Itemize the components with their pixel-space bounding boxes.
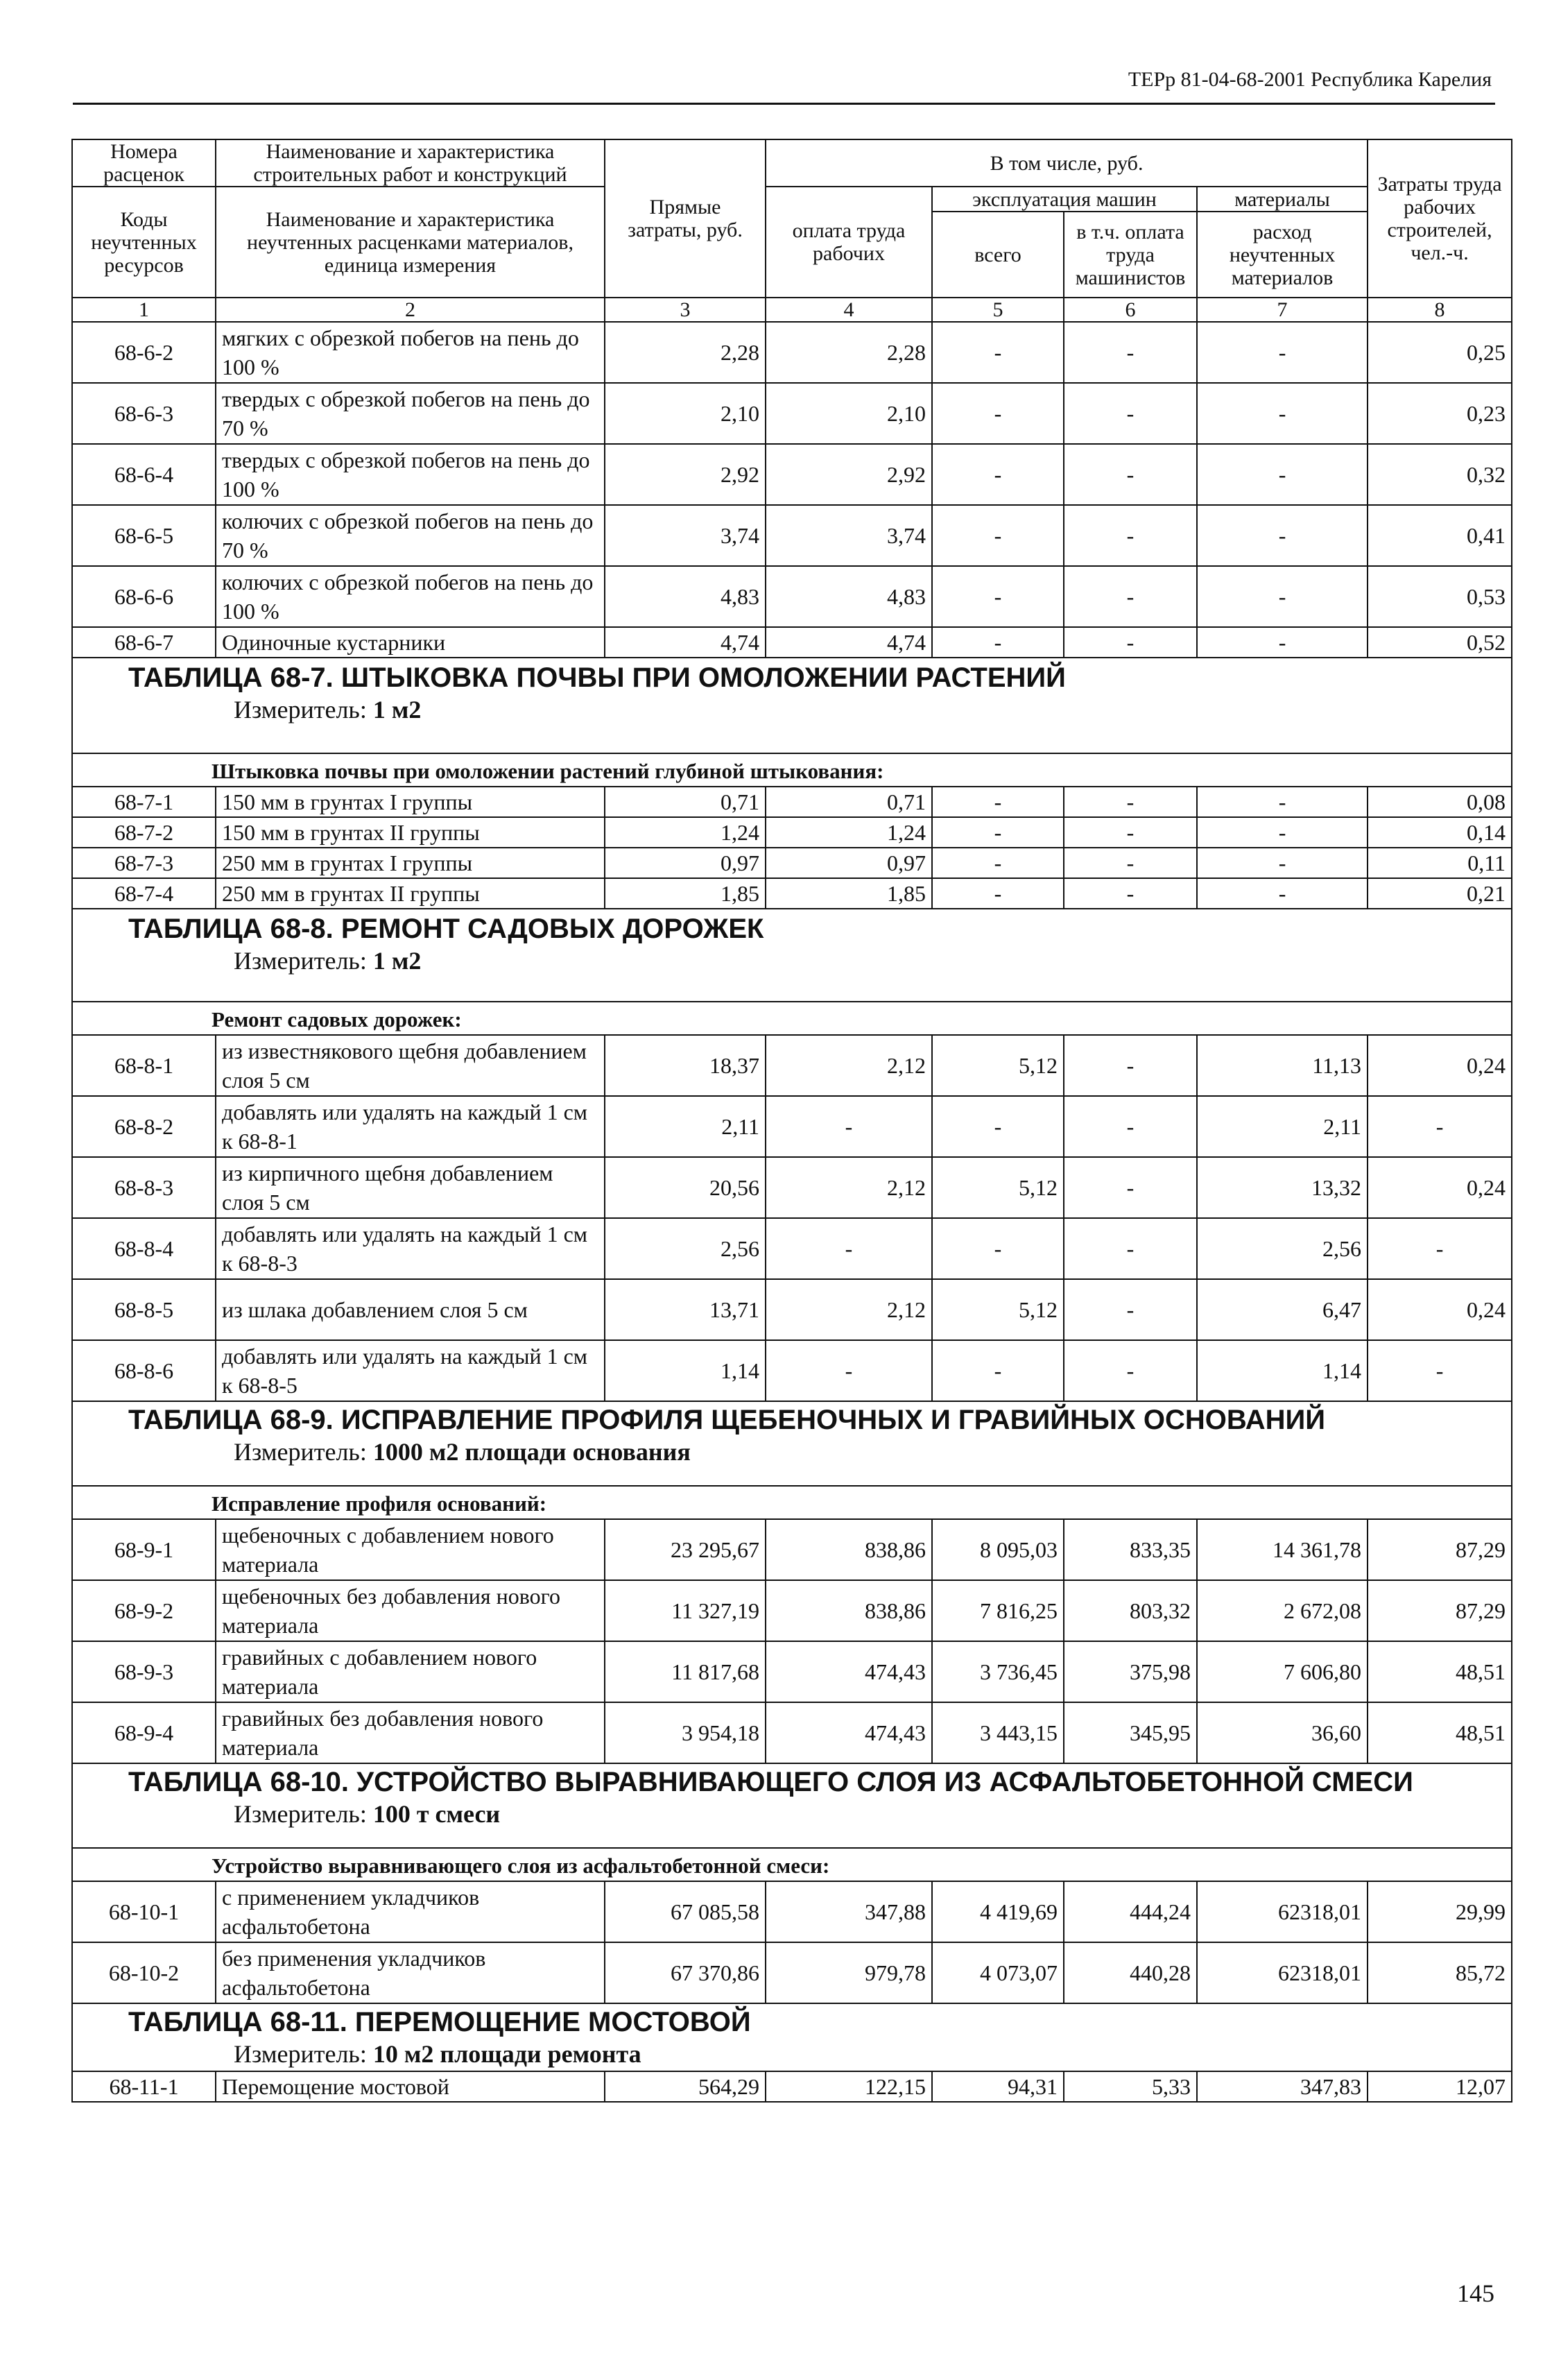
section-header (72, 1763, 1512, 1848)
col-header-labor: Затраты труда рабочих строителей, чел.-ч. (1368, 139, 1512, 298)
direct-costs: 2,28 (605, 322, 766, 383)
table-row (72, 322, 1512, 383)
wages: 474,43 (766, 1641, 932, 1702)
col-header-operator-wages: в т.ч. оплата труда машинистов (1064, 212, 1197, 298)
rate-code: 68-8-3 (72, 1157, 216, 1218)
labor: 85,72 (1368, 1942, 1512, 2003)
wages: 979,78 (766, 1942, 932, 2003)
rate-code: 68-7-2 (72, 817, 216, 848)
table-row (72, 505, 1512, 566)
subhead-row (72, 1486, 1512, 1519)
machines-total: 94,31 (932, 2071, 1064, 2102)
machines-total: - (932, 1218, 1064, 1279)
section-subhead: Устройство выравнивающего слоя из асфальтобетонной смеси: (72, 1848, 1512, 1881)
col-header-direct-costs: Прямые затраты, руб. (605, 139, 766, 298)
operator-wages: 803,32 (1064, 1580, 1197, 1641)
table-row (72, 1580, 1512, 1641)
col-number: 5 (932, 298, 1064, 322)
section-subhead: Исправление профиля оснований: (72, 1486, 1512, 1519)
section-title: ТАБЛИЦА 68-10. УСТРОЙСТВО ВЫРАВНИВАЮЩЕГО СЛОЯ ИЗ АСФАЛЬТОБЕТОННОЙ СМЕСИ (128, 1767, 1413, 1797)
operator-wages: - (1064, 787, 1197, 817)
rate-name: добавлять или удалять на каждый 1 см к 68-8-5 (216, 1340, 605, 1401)
wages: 838,86 (766, 1519, 932, 1580)
rate-name: 250 мм в грунтах I группы (216, 848, 605, 878)
direct-costs: 11 817,68 (605, 1641, 766, 1702)
col-number: 7 (1197, 298, 1368, 322)
machines-total: - (932, 444, 1064, 505)
machines-total: 4 073,07 (932, 1942, 1064, 2003)
section-title: ТАБЛИЦА 68-7. ШТЫКОВКА ПОЧВЫ ПРИ ОМОЛОЖЕНИИ РАСТЕНИЙ (128, 662, 1066, 693)
labor: 0,24 (1368, 1157, 1512, 1218)
wages: 4,83 (766, 566, 932, 627)
table-row (72, 848, 1512, 878)
col-number: 2 (216, 298, 605, 322)
unit-value: 10 м2 площади ремонта (372, 2040, 641, 2068)
direct-costs: 2,56 (605, 1218, 766, 1279)
machines-total: 5,12 (932, 1279, 1064, 1340)
unit-label: Измеритель: (234, 2040, 367, 2068)
wages: 347,88 (766, 1881, 932, 1942)
table-row (72, 878, 1512, 909)
operator-wages: - (1064, 1218, 1197, 1279)
section-unit (73, 694, 1511, 725)
wages: 2,12 (766, 1035, 932, 1096)
materials: - (1197, 383, 1368, 444)
rates-table (71, 139, 1512, 2103)
rate-code: 68-8-2 (72, 1096, 216, 1157)
wages: 3,74 (766, 505, 932, 566)
machines-total: 3 736,45 (932, 1641, 1064, 1702)
direct-costs: 3,74 (605, 505, 766, 566)
machines-total: - (932, 627, 1064, 658)
direct-costs: 1,85 (605, 878, 766, 909)
labor: 12,07 (1368, 2071, 1512, 2102)
rate-code: 68-6-3 (72, 383, 216, 444)
rate-name: колючих с обрезкой побегов на пень до 70 % (216, 505, 605, 566)
unit-label: Измеритель: (234, 1800, 367, 1828)
direct-costs: 20,56 (605, 1157, 766, 1218)
col-header-work-name: Наименование и характеристика строительных работ и конструкций (216, 139, 605, 187)
labor: 0,52 (1368, 627, 1512, 658)
operator-wages: 833,35 (1064, 1519, 1197, 1580)
table-row (72, 1157, 1512, 1218)
materials: - (1197, 817, 1368, 848)
rate-name: щебеночных с добавлением нового материала (216, 1519, 605, 1580)
wages: 2,92 (766, 444, 932, 505)
col-header-machines: эксплуатация машин (932, 187, 1197, 212)
labor: 48,51 (1368, 1702, 1512, 1763)
rate-name: Перемощение мостовой (216, 2071, 605, 2102)
machines-total: 5,12 (932, 1035, 1064, 1096)
rate-name: щебеночных без добавления нового материала (216, 1580, 605, 1641)
section-unit (73, 945, 1511, 976)
wages: 474,43 (766, 1702, 932, 1763)
col-header-resource-codes: Коды неучтенных ресурсов (72, 187, 216, 298)
materials: 6,47 (1197, 1279, 1368, 1340)
operator-wages: - (1064, 383, 1197, 444)
labor: 87,29 (1368, 1580, 1512, 1641)
operator-wages: - (1064, 322, 1197, 383)
table-row (72, 1641, 1512, 1702)
labor: 48,51 (1368, 1641, 1512, 1702)
section-unit (73, 2039, 1511, 2069)
rate-code: 68-11-1 (72, 2071, 216, 2102)
page-number: 145 (1457, 2279, 1494, 2307)
machines-total: 5,12 (932, 1157, 1064, 1218)
col-number: 4 (766, 298, 932, 322)
rate-code: 68-8-6 (72, 1340, 216, 1401)
section-title: ТАБЛИЦА 68-11. ПЕРЕМОЩЕНИЕ МОСТОВОЙ (128, 2007, 751, 2037)
rate-code: 68-10-2 (72, 1942, 216, 2003)
materials: 14 361,78 (1197, 1519, 1368, 1580)
labor: 0,24 (1368, 1279, 1512, 1340)
document-header: ТЕРр 81-04-68-2001 Республика Карелия (1128, 68, 1492, 91)
direct-costs: 18,37 (605, 1035, 766, 1096)
operator-wages: - (1064, 817, 1197, 848)
unit-value: 1000 м2 площади основания (372, 1438, 691, 1466)
labor: 0,32 (1368, 444, 1512, 505)
machines-total: - (932, 817, 1064, 848)
col-header-material-name: Наименование и характеристика неучтенных расценками материалов, единица измерения (216, 187, 605, 298)
wages: 2,12 (766, 1279, 932, 1340)
labor: 0,25 (1368, 322, 1512, 383)
rate-code: 68-6-2 (72, 322, 216, 383)
wages: 4,74 (766, 627, 932, 658)
section-header (72, 1401, 1512, 1486)
col-header-machines-total: всего (932, 212, 1064, 298)
rate-code: 68-7-1 (72, 787, 216, 817)
direct-costs: 3 954,18 (605, 1702, 766, 1763)
labor: - (1368, 1218, 1512, 1279)
machines-total: 3 443,15 (932, 1702, 1064, 1763)
table-row (72, 1942, 1512, 2003)
section-header (72, 658, 1512, 753)
operator-wages: - (1064, 444, 1197, 505)
operator-wages: - (1064, 566, 1197, 627)
materials: - (1197, 322, 1368, 383)
rate-name: Одиночные кустарники (216, 627, 605, 658)
machines-total: - (932, 878, 1064, 909)
machines-total: 7 816,25 (932, 1580, 1064, 1641)
rate-name: 250 мм в грунтах II группы (216, 878, 605, 909)
section-header (72, 2003, 1512, 2071)
rate-name: мягких с обрезкой побегов на пень до 100 % (216, 322, 605, 383)
materials: - (1197, 848, 1368, 878)
subhead-row (72, 1848, 1512, 1881)
direct-costs: 23 295,67 (605, 1519, 766, 1580)
operator-wages: - (1064, 505, 1197, 566)
wages: - (766, 1218, 932, 1279)
rate-code: 68-9-1 (72, 1519, 216, 1580)
rate-code: 68-7-4 (72, 878, 216, 909)
materials: 62318,01 (1197, 1942, 1368, 2003)
materials: 11,13 (1197, 1035, 1368, 1096)
rate-name: из шлака добавлением слоя 5 см (216, 1279, 605, 1340)
rate-name: из кирпичного щебня добавлением слоя 5 см (216, 1157, 605, 1218)
col-number: 8 (1368, 298, 1512, 322)
wages: - (766, 1340, 932, 1401)
section-unit (73, 1799, 1511, 1829)
table-row (72, 444, 1512, 505)
operator-wages: - (1064, 1279, 1197, 1340)
materials: - (1197, 444, 1368, 505)
section-unit (73, 1437, 1511, 1467)
machines-total: 4 419,69 (932, 1881, 1064, 1942)
materials: - (1197, 505, 1368, 566)
rate-code: 68-6-6 (72, 566, 216, 627)
col-header-material-consumption: расход неучтенных материалов (1197, 212, 1368, 298)
materials: - (1197, 878, 1368, 909)
wages: - (766, 1096, 932, 1157)
labor: 0,24 (1368, 1035, 1512, 1096)
table-row (72, 1702, 1512, 1763)
labor: 0,11 (1368, 848, 1512, 878)
wages: 0,71 (766, 787, 932, 817)
machines-total: - (932, 848, 1064, 878)
direct-costs: 0,97 (605, 848, 766, 878)
rate-code: 68-7-3 (72, 848, 216, 878)
direct-costs: 0,71 (605, 787, 766, 817)
materials: - (1197, 787, 1368, 817)
rate-name: твердых с обрезкой побегов на пень до 70 % (216, 383, 605, 444)
table-row (72, 383, 1512, 444)
section-subhead: Штыковка почвы при омоложении растений глубиной штыкования: (72, 753, 1512, 787)
table-row (72, 1035, 1512, 1096)
subhead-row (72, 1002, 1512, 1035)
materials: - (1197, 627, 1368, 658)
rate-name: добавлять или удалять на каждый 1 см к 68-8-3 (216, 1218, 605, 1279)
labor: 0,41 (1368, 505, 1512, 566)
machines-total: 8 095,03 (932, 1519, 1064, 1580)
operator-wages: - (1064, 1157, 1197, 1218)
rate-code: 68-10-1 (72, 1881, 216, 1942)
direct-costs: 67 370,86 (605, 1942, 766, 2003)
labor: 0,21 (1368, 878, 1512, 909)
rate-name: 150 мм в грунтах II группы (216, 817, 605, 848)
materials: 347,83 (1197, 2071, 1368, 2102)
col-header-including: В том числе, руб. (766, 139, 1368, 187)
operator-wages: - (1064, 1035, 1197, 1096)
unit-label: Измеритель: (234, 696, 367, 724)
labor: 87,29 (1368, 1519, 1512, 1580)
operator-wages: - (1064, 1096, 1197, 1157)
direct-costs: 2,92 (605, 444, 766, 505)
operator-wages: - (1064, 627, 1197, 658)
labor: 0,53 (1368, 566, 1512, 627)
machines-total: - (932, 383, 1064, 444)
direct-costs: 564,29 (605, 2071, 766, 2102)
materials: 2 672,08 (1197, 1580, 1368, 1641)
table-row (72, 1218, 1512, 1279)
rate-code: 68-9-4 (72, 1702, 216, 1763)
table-row (72, 787, 1512, 817)
labor: 0,14 (1368, 817, 1512, 848)
materials: 36,60 (1197, 1702, 1368, 1763)
operator-wages: - (1064, 878, 1197, 909)
unit-value: 1 м2 (372, 947, 422, 975)
table-row (72, 1279, 1512, 1340)
labor: 29,99 (1368, 1881, 1512, 1942)
rate-name: 150 мм в грунтах I группы (216, 787, 605, 817)
machines-total: - (932, 322, 1064, 383)
rate-code: 68-6-7 (72, 627, 216, 658)
table-row (72, 627, 1512, 658)
wages: 1,24 (766, 817, 932, 848)
rate-name: гравийных без добавления нового материала (216, 1702, 605, 1763)
table-row (72, 2071, 1512, 2102)
materials: 1,14 (1197, 1340, 1368, 1401)
rate-code: 68-6-5 (72, 505, 216, 566)
wages: 2,28 (766, 322, 932, 383)
unit-label: Измеритель: (234, 1438, 367, 1466)
labor: - (1368, 1096, 1512, 1157)
rate-name: из известнякового щебня добавлением слоя 5 см (216, 1035, 605, 1096)
wages: 122,15 (766, 2071, 932, 2102)
unit-label: Измеритель: (234, 947, 367, 975)
wages: 838,86 (766, 1580, 932, 1641)
header-rule (73, 103, 1495, 105)
rate-name: колючих с обрезкой побегов на пень до 100 % (216, 566, 605, 627)
direct-costs: 2,10 (605, 383, 766, 444)
section-subhead: Ремонт садовых дорожек: (72, 1002, 1512, 1035)
labor: 0,08 (1368, 787, 1512, 817)
rate-code: 68-8-5 (72, 1279, 216, 1340)
operator-wages: 345,95 (1064, 1702, 1197, 1763)
direct-costs: 1,24 (605, 817, 766, 848)
rate-code: 68-9-2 (72, 1580, 216, 1641)
section-title: ТАБЛИЦА 68-8. РЕМОНТ САДОВЫХ ДОРОЖЕК (128, 914, 764, 944)
rate-name: гравийных с добавлением нового материала (216, 1641, 605, 1702)
direct-costs: 2,11 (605, 1096, 766, 1157)
table-row (72, 817, 1512, 848)
rate-name: без применения укладчиков асфальтобетона (216, 1942, 605, 2003)
rate-code: 68-6-4 (72, 444, 216, 505)
table-row (72, 566, 1512, 627)
rate-code: 68-9-3 (72, 1641, 216, 1702)
unit-value: 1 м2 (372, 696, 422, 724)
wages: 2,10 (766, 383, 932, 444)
operator-wages: - (1064, 1340, 1197, 1401)
table-row (72, 1881, 1512, 1942)
direct-costs: 67 085,58 (605, 1881, 766, 1942)
col-header-rate-number: Номера расценок (72, 139, 216, 187)
direct-costs: 11 327,19 (605, 1580, 766, 1641)
operator-wages: 444,24 (1064, 1881, 1197, 1942)
materials: 13,32 (1197, 1157, 1368, 1218)
wages: 2,12 (766, 1157, 932, 1218)
col-number: 3 (605, 298, 766, 322)
direct-costs: 4,83 (605, 566, 766, 627)
materials: 62318,01 (1197, 1881, 1368, 1942)
table-row (72, 1519, 1512, 1580)
col-header-wages: оплата труда рабочих (766, 187, 932, 298)
materials: 2,11 (1197, 1096, 1368, 1157)
wages: 1,85 (766, 878, 932, 909)
table-row (72, 1096, 1512, 1157)
unit-value: 100 т смеси (372, 1800, 501, 1828)
col-number: 6 (1064, 298, 1197, 322)
section-header (72, 909, 1512, 1002)
rate-name: с применением укладчиков асфальтобетона (216, 1881, 605, 1942)
table-row (72, 1340, 1512, 1401)
wages: 0,97 (766, 848, 932, 878)
rate-name: твердых с обрезкой побегов на пень до 100 % (216, 444, 605, 505)
operator-wages: 5,33 (1064, 2071, 1197, 2102)
labor: 0,23 (1368, 383, 1512, 444)
materials: 7 606,80 (1197, 1641, 1368, 1702)
direct-costs: 1,14 (605, 1340, 766, 1401)
machines-total: - (932, 1096, 1064, 1157)
direct-costs: 13,71 (605, 1279, 766, 1340)
section-title: ТАБЛИЦА 68-9. ИСПРАВЛЕНИЕ ПРОФИЛЯ ЩЕБЕНОЧНЫХ И ГРАВИЙНЫХ ОСНОВАНИЙ (128, 1405, 1326, 1435)
rate-code: 68-8-4 (72, 1218, 216, 1279)
operator-wages: 375,98 (1064, 1641, 1197, 1702)
rate-code: 68-8-1 (72, 1035, 216, 1096)
col-number: 1 (72, 298, 216, 322)
machines-total: - (932, 1340, 1064, 1401)
operator-wages: 440,28 (1064, 1942, 1197, 2003)
machines-total: - (932, 505, 1064, 566)
materials: - (1197, 566, 1368, 627)
labor: - (1368, 1340, 1512, 1401)
direct-costs: 4,74 (605, 627, 766, 658)
machines-total: - (932, 566, 1064, 627)
subhead-row (72, 753, 1512, 787)
operator-wages: - (1064, 848, 1197, 878)
machines-total: - (932, 787, 1064, 817)
rate-name: добавлять или удалять на каждый 1 см к 68-8-1 (216, 1096, 605, 1157)
col-header-materials: материалы (1197, 187, 1368, 212)
materials: 2,56 (1197, 1218, 1368, 1279)
